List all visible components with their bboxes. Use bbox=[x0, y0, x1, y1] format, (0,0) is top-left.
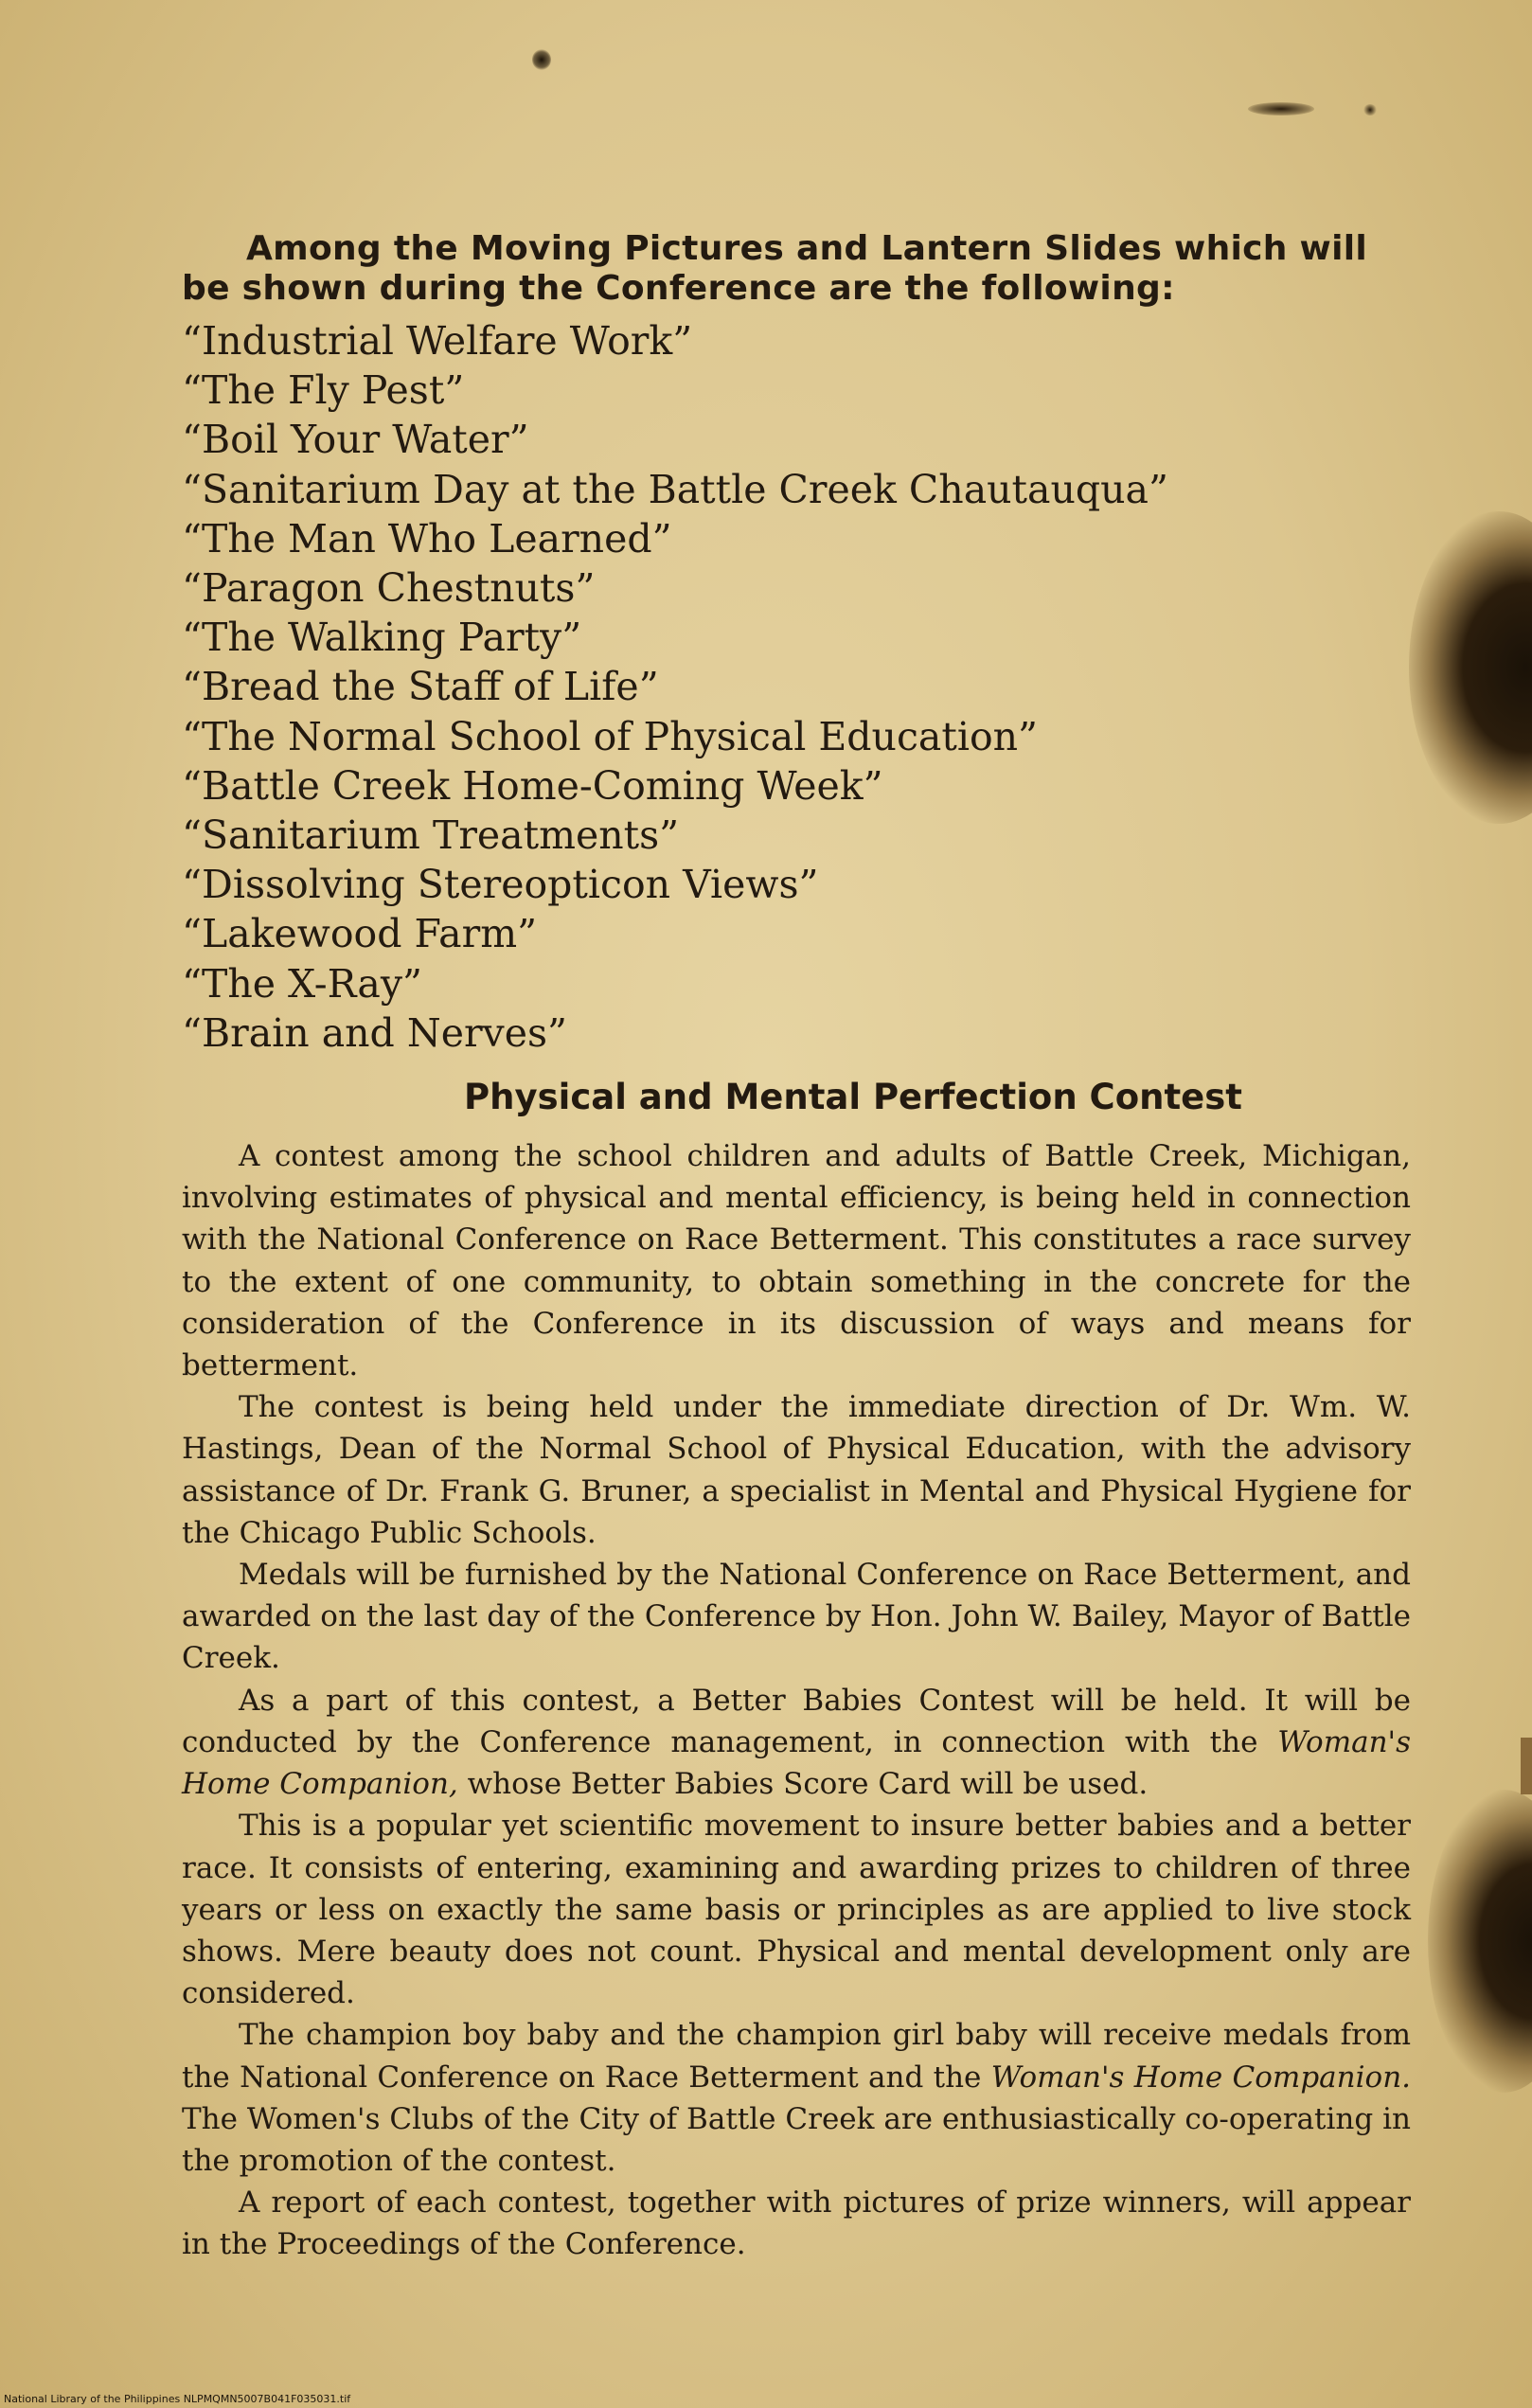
burn-mark bbox=[1409, 511, 1532, 824]
burn-mark bbox=[1428, 1790, 1532, 2093]
contest-heading: Physical and Mental Perfection Contest bbox=[464, 1077, 1242, 1118]
film-item: “ The Normal School of Physical Education ” bbox=[182, 712, 1411, 761]
film-item: “ The Fly Pest ” bbox=[182, 366, 1411, 415]
publication-title: Woman's Home Companion, bbox=[182, 1724, 1411, 1802]
archive-caption: National Library of the Philippines NLPMQMN5007B041F035031.tif bbox=[4, 2393, 351, 2405]
film-item: “ Lakewood Farm ” bbox=[182, 909, 1411, 958]
contest-paragraph: Medals will be furnished by the National Conference on Race Betterment, and awarded on the last day of the Conference by Hon. John W. Bailey, Mayor of Battle Creek. bbox=[182, 1558, 1411, 1676]
paragraph-text: The Women's Clubs of the City of Battle Creek are enthusiastically co-operating in the promotion of the contest. bbox=[182, 2101, 1411, 2178]
page-content bbox=[182, 229, 1411, 2266]
contest-paragraph: A contest among the school children and adults of Battle Creek, Michigan, involving estimates of physical and mental efficiency, is being held in connection with the National Conference on Race Betterment. This constitutes a race survey to the extent of one community, to obtain something in the concrete for the consideration of the Conference in its discussion of ways and means for betterment. bbox=[182, 1139, 1411, 1383]
publication-title: Woman's Home Companion. bbox=[990, 2060, 1412, 2095]
ink-speck bbox=[1363, 104, 1377, 116]
film-item: “ The Man Who Learned ” bbox=[182, 514, 1411, 563]
ink-speck bbox=[1248, 102, 1314, 116]
contest-paragraph: The contest is being held under the immediate direction of Dr. Wm. W. Hastings, Dean of the Normal School of Physical Education, with the advisory assistance of Dr. Frank G. Bruner, a specialist in Mental and Physical Hygiene for the Chicago Public Schools. bbox=[182, 1390, 1411, 1550]
paragraph-text: whose Better Babies Score Card will be used. bbox=[467, 1767, 1149, 1802]
film-item: “ Sanitarium Treatments ” bbox=[182, 811, 1411, 860]
ink-speck bbox=[532, 49, 551, 70]
film-item: “ Battle Creek Home-Coming Week ” bbox=[182, 761, 1411, 811]
intro-text: Among the Moving Pictures and Lantern Slides which will be shown during the Conference are the following: bbox=[182, 229, 1368, 308]
film-item: “ Dissolving Stereopticon Views ” bbox=[182, 860, 1411, 909]
paper-tear bbox=[1521, 1738, 1532, 1794]
film-item: “ Boil Your Water ” bbox=[182, 415, 1411, 464]
film-list bbox=[182, 316, 1411, 1058]
contest-paragraph bbox=[182, 2014, 1411, 2182]
film-item: “ Paragon Chestnuts ” bbox=[182, 563, 1411, 613]
film-item: “ The Walking Party ” bbox=[182, 613, 1411, 662]
film-item: “ The X-Ray ” bbox=[182, 959, 1411, 1008]
film-item: “ Brain and Nerves ” bbox=[182, 1008, 1411, 1058]
contest-paragraph: A report of each contest, together with pictures of prize winners, will appear in the Proceedings of the Conference. bbox=[182, 2185, 1411, 2262]
film-item: “ Sanitarium Day at the Battle Creek Chautauqua ” bbox=[182, 465, 1411, 514]
contest-paragraph: This is a popular yet scientific movement to insure better babies and a better race. It consists of entering, examining and awarding prizes to children of three years or less on exactly the same basis or principles as are applied to live stock shows. Mere beauty does not count. Physical and mental development only are considered. bbox=[182, 1809, 1411, 2011]
film-item: “ Industrial Welfare Work ” bbox=[182, 316, 1411, 366]
paragraph-text: As a part of this contest, a Better Babies Contest will be held. It will be conducted by the Conference management, in connection with the bbox=[182, 1683, 1411, 1759]
film-item: “ Bread the Staff of Life ” bbox=[182, 662, 1411, 711]
contest-paragraph bbox=[182, 1680, 1411, 1806]
paragraph-text: The champion boy baby and the champion girl baby will receive medals from the National Conference on Race Betterment and the bbox=[182, 2018, 1411, 2095]
